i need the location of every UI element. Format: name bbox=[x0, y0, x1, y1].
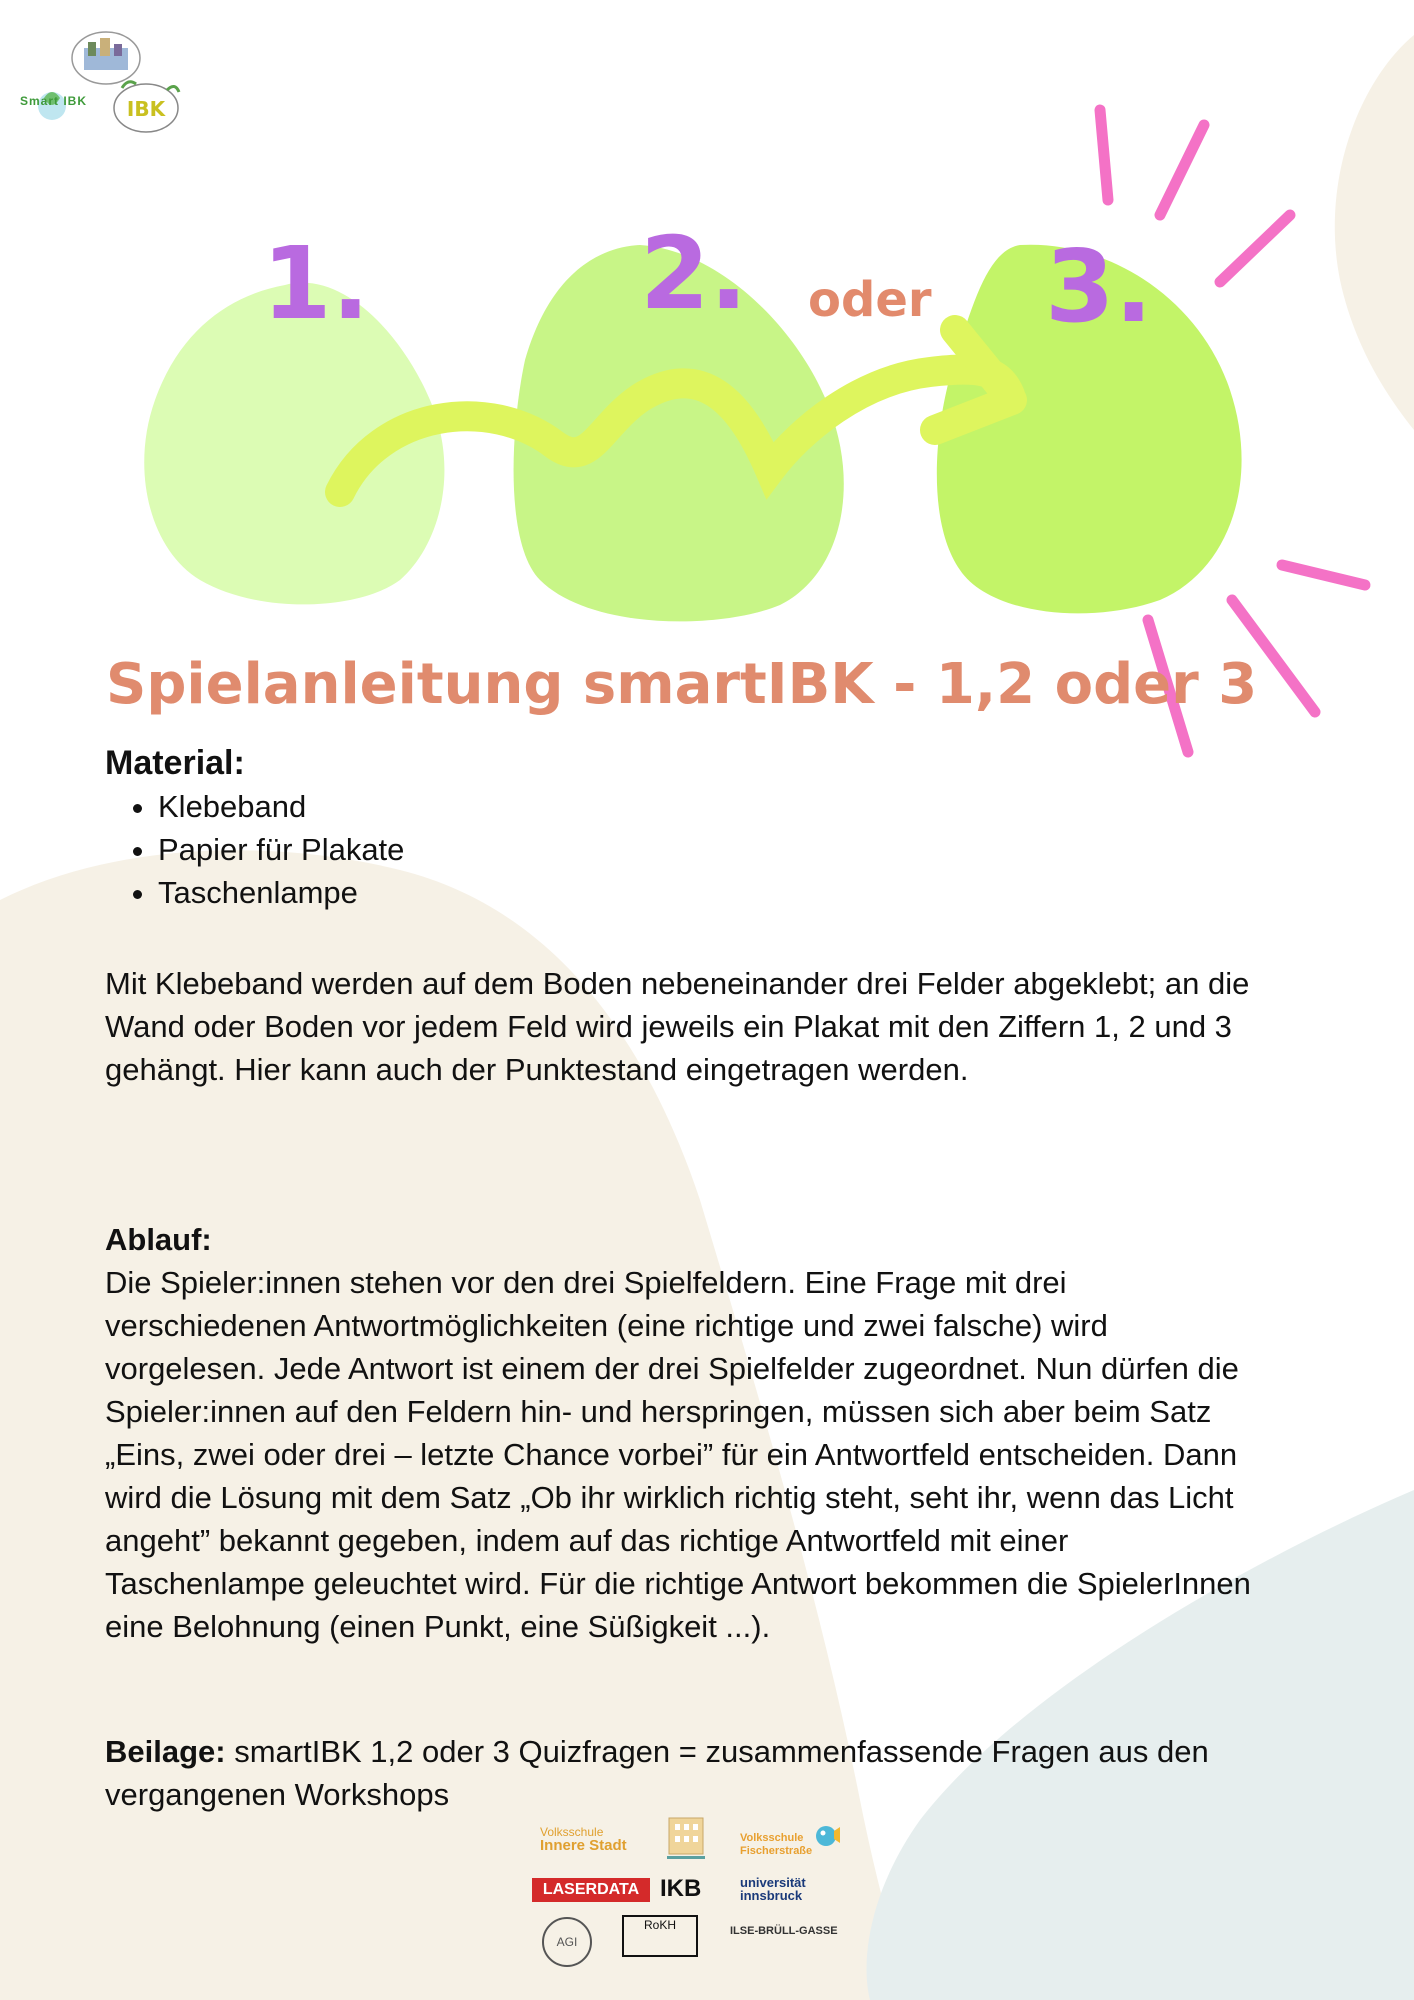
logo-laserdata: LASERDATA bbox=[532, 1878, 650, 1902]
logo-universitaet-innsbruck: universität innsbruck bbox=[740, 1875, 806, 1903]
ablauf-paragraph: Die Spieler:innen stehen vor den drei Spielfeldern. Eine Frage mit drei verschiedenen Antwortmöglichkeiten (eine richtige und zwei falsche) wird vorgelesen. Jede Antwort ist einem der drei Spielfelder zugeordnet. Nun dürfen die Spieler:innen auf den Feldern hin- und herspringen, müssen sich aber beim Satz „Eins, zwei oder drei – letzte Chance vorbei” für ein Antwortfeld entscheiden. Dann wird die Lösung mit dem Satz „Ob ihr wirklich richtig steht, seht ihr, wenn das Licht angeht” bekannt gegeben, indem auf das richtige Antwortfeld mit einer Taschenlampe geleuchtet wird. Für die richtige Antwort bekommen die SpielerInnen eine Belohnung (einen Punkt, eine Süßigkeit ...). bbox=[105, 1265, 1251, 1644]
page-title: Spielanleitung smartIBK - 1,2 oder 3 bbox=[106, 652, 1258, 717]
fish-icon bbox=[814, 1823, 840, 1849]
step-number-2: 2. bbox=[640, 215, 748, 332]
list-item: • Klebeband bbox=[158, 785, 404, 828]
intro-paragraph: Mit Klebeband werden auf dem Boden nebeneinander drei Felder abgeklebt; an die Wand oder Boden vor jedem Feld wird jeweils ein Plakat mit den Ziffern 1, 2 und 3 gehängt. Hier kann auch der Punktestand eingetragen werden. bbox=[105, 966, 1250, 1087]
beilage-label: Beilage: bbox=[105, 1734, 226, 1769]
beilage-text: smartIBK 1,2 oder 3 Quizfragen = zusammenfassende Fragen aus den vergangenen Workshops bbox=[105, 1734, 1209, 1812]
beilage-paragraph bbox=[105, 1730, 1265, 1816]
oder-label: oder bbox=[808, 272, 932, 328]
school-building-icon bbox=[665, 1810, 707, 1865]
logo-ilse-bruell-gasse: ILSE-BRÜLL-GASSE bbox=[730, 1925, 838, 1937]
logo-sticker-text: IBK bbox=[126, 97, 166, 121]
smart-ibk-logo bbox=[22, 28, 192, 148]
logo-rokh: RoKH bbox=[622, 1915, 698, 1957]
logo-agi: AGI bbox=[542, 1917, 592, 1967]
logo-vs-fischerstrasse: Volksschule Fischerstraße bbox=[740, 1832, 813, 1857]
material-heading: Material: bbox=[105, 744, 245, 782]
step-number-3: 3. bbox=[1045, 228, 1153, 345]
material-list bbox=[106, 785, 404, 914]
logo-caption: Smart IBK bbox=[20, 94, 88, 108]
sponsor-logos bbox=[530, 1805, 840, 1990]
step-number-1: 1. bbox=[262, 225, 370, 342]
logo-ikb: IKB bbox=[660, 1875, 702, 1902]
list-item: • Taschenlampe bbox=[158, 871, 404, 914]
list-item: • Papier für Plakate bbox=[158, 828, 404, 871]
logo-vs-innere-stadt: Volksschule Innere Stadt bbox=[540, 1825, 627, 1854]
ablauf-heading: Ablauf: bbox=[105, 1222, 212, 1257]
